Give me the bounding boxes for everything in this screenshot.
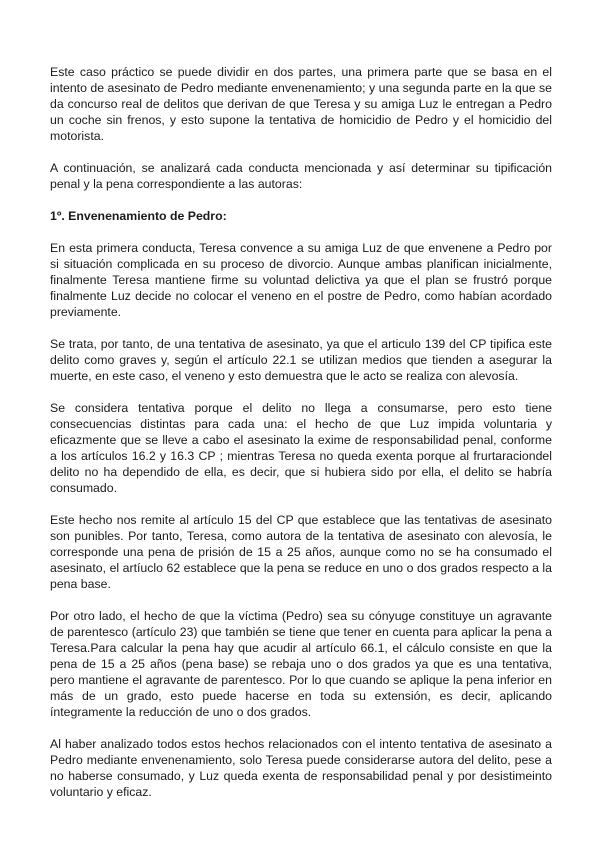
section-heading: 1º. Envenenamiento de Pedro: <box>50 209 227 223</box>
body-paragraph: Se trata, por tanto, de una tentativa de asesinato, ya que el articulo 139 del CP tipifica este delito como graves y, según el artículo 22.1 se utilizan medios que tienden a asegurar la muerte, en este caso, el veneno y esto demuestra que le acto se realiza con alevosía. <box>50 337 552 383</box>
body-paragraph: Al haber analizado todos estos hechos relacionados con el intento tentativa de asesinato a Pedro mediante envenenamiento, solo Teresa puede considerarse autora del delito, pese a no haberse consumado, y Luz queda exenta de responsabilidad penal y por desistimeinto voluntario y eficaz. <box>50 737 552 799</box>
body-paragraph: Se considera tentativa porque el delito no llega a consumarse, pero esto tiene consecuencias distintas para cada una: el hecho de que Luz impida voluntaria y eficazmente que se lleve a cabo el asesinato la exime de responsabilidad penal, conforme a los artículos 16.2 y 16.3 CP ; mientras Teresa no queda exenta porque al frurtaraciondel delito no ha dependido de ella, es decir, que si hubiera sido por ella, el delito se habría consumado. <box>50 401 552 495</box>
body-paragraph: En esta primera conducta, Teresa convence a su amiga Luz de que envenene a Pedro por si situación complicada en su proceso de divorcio. Aunque ambas planifican inicialmente, finalmente Teresa mantiene firme su voluntad delictiva ya que el plan se frustró porque finalmente Luz decide no colocar el veneno en el postre de Pedro, como habían acordado previamente. <box>50 241 552 319</box>
document-page <box>50 64 552 816</box>
body-paragraph: Por otro lado, el hecho de que la víctima (Pedro) sea su cónyuge constituye un agravante de parentesco (artículo 23) que también se tiene que tener en cuenta para aplicar la pena a Teresa.Para calcular la pena hay que acudir al artículo 66.1, el cálculo consiste en que la pena de 15 a 25 años (pena base) se rebaja uno o dos grados ya que es una tentativa, pero mantiene el agravante de parentesco. Por lo que cuando se aplique la pena inferior en más de un grado, esto puede hacerse en toda su extensión, es decir, aplicando íntegramente la reducción de uno o dos grados. <box>50 609 552 719</box>
body-paragraph: Este hecho nos remite al artículo 15 del CP que establece que las tentativas de asesinato son punibles. Por tanto, Teresa, como autora de la tentativa de asesinato con alevosía, le corresponde una pena de prisión de 15 a 25 años, aunque como no se ha consumado el asesinato, el artíuclo 62 establece que la pena se reduce en uno o dos grados respecto a la pena base. <box>50 513 552 591</box>
intro-paragraph: Este caso práctico se puede dividir en dos partes, una primera parte que se basa en el intento de asesinato de Pedro mediante envenenamiento; y una segunda parte en la que se da concurso real de delitos que derivan de que Teresa y su amiga Luz le entregan a Pedro un coche sin frenos, y esto supone la tentativa de homicidio de Pedro y el homicidio del motorista. <box>50 65 552 143</box>
intro-paragraph: A continuación, se analizará cada conducta mencionada y así determinar su tipificación penal y la pena correspondiente a las autoras: <box>50 161 552 191</box>
